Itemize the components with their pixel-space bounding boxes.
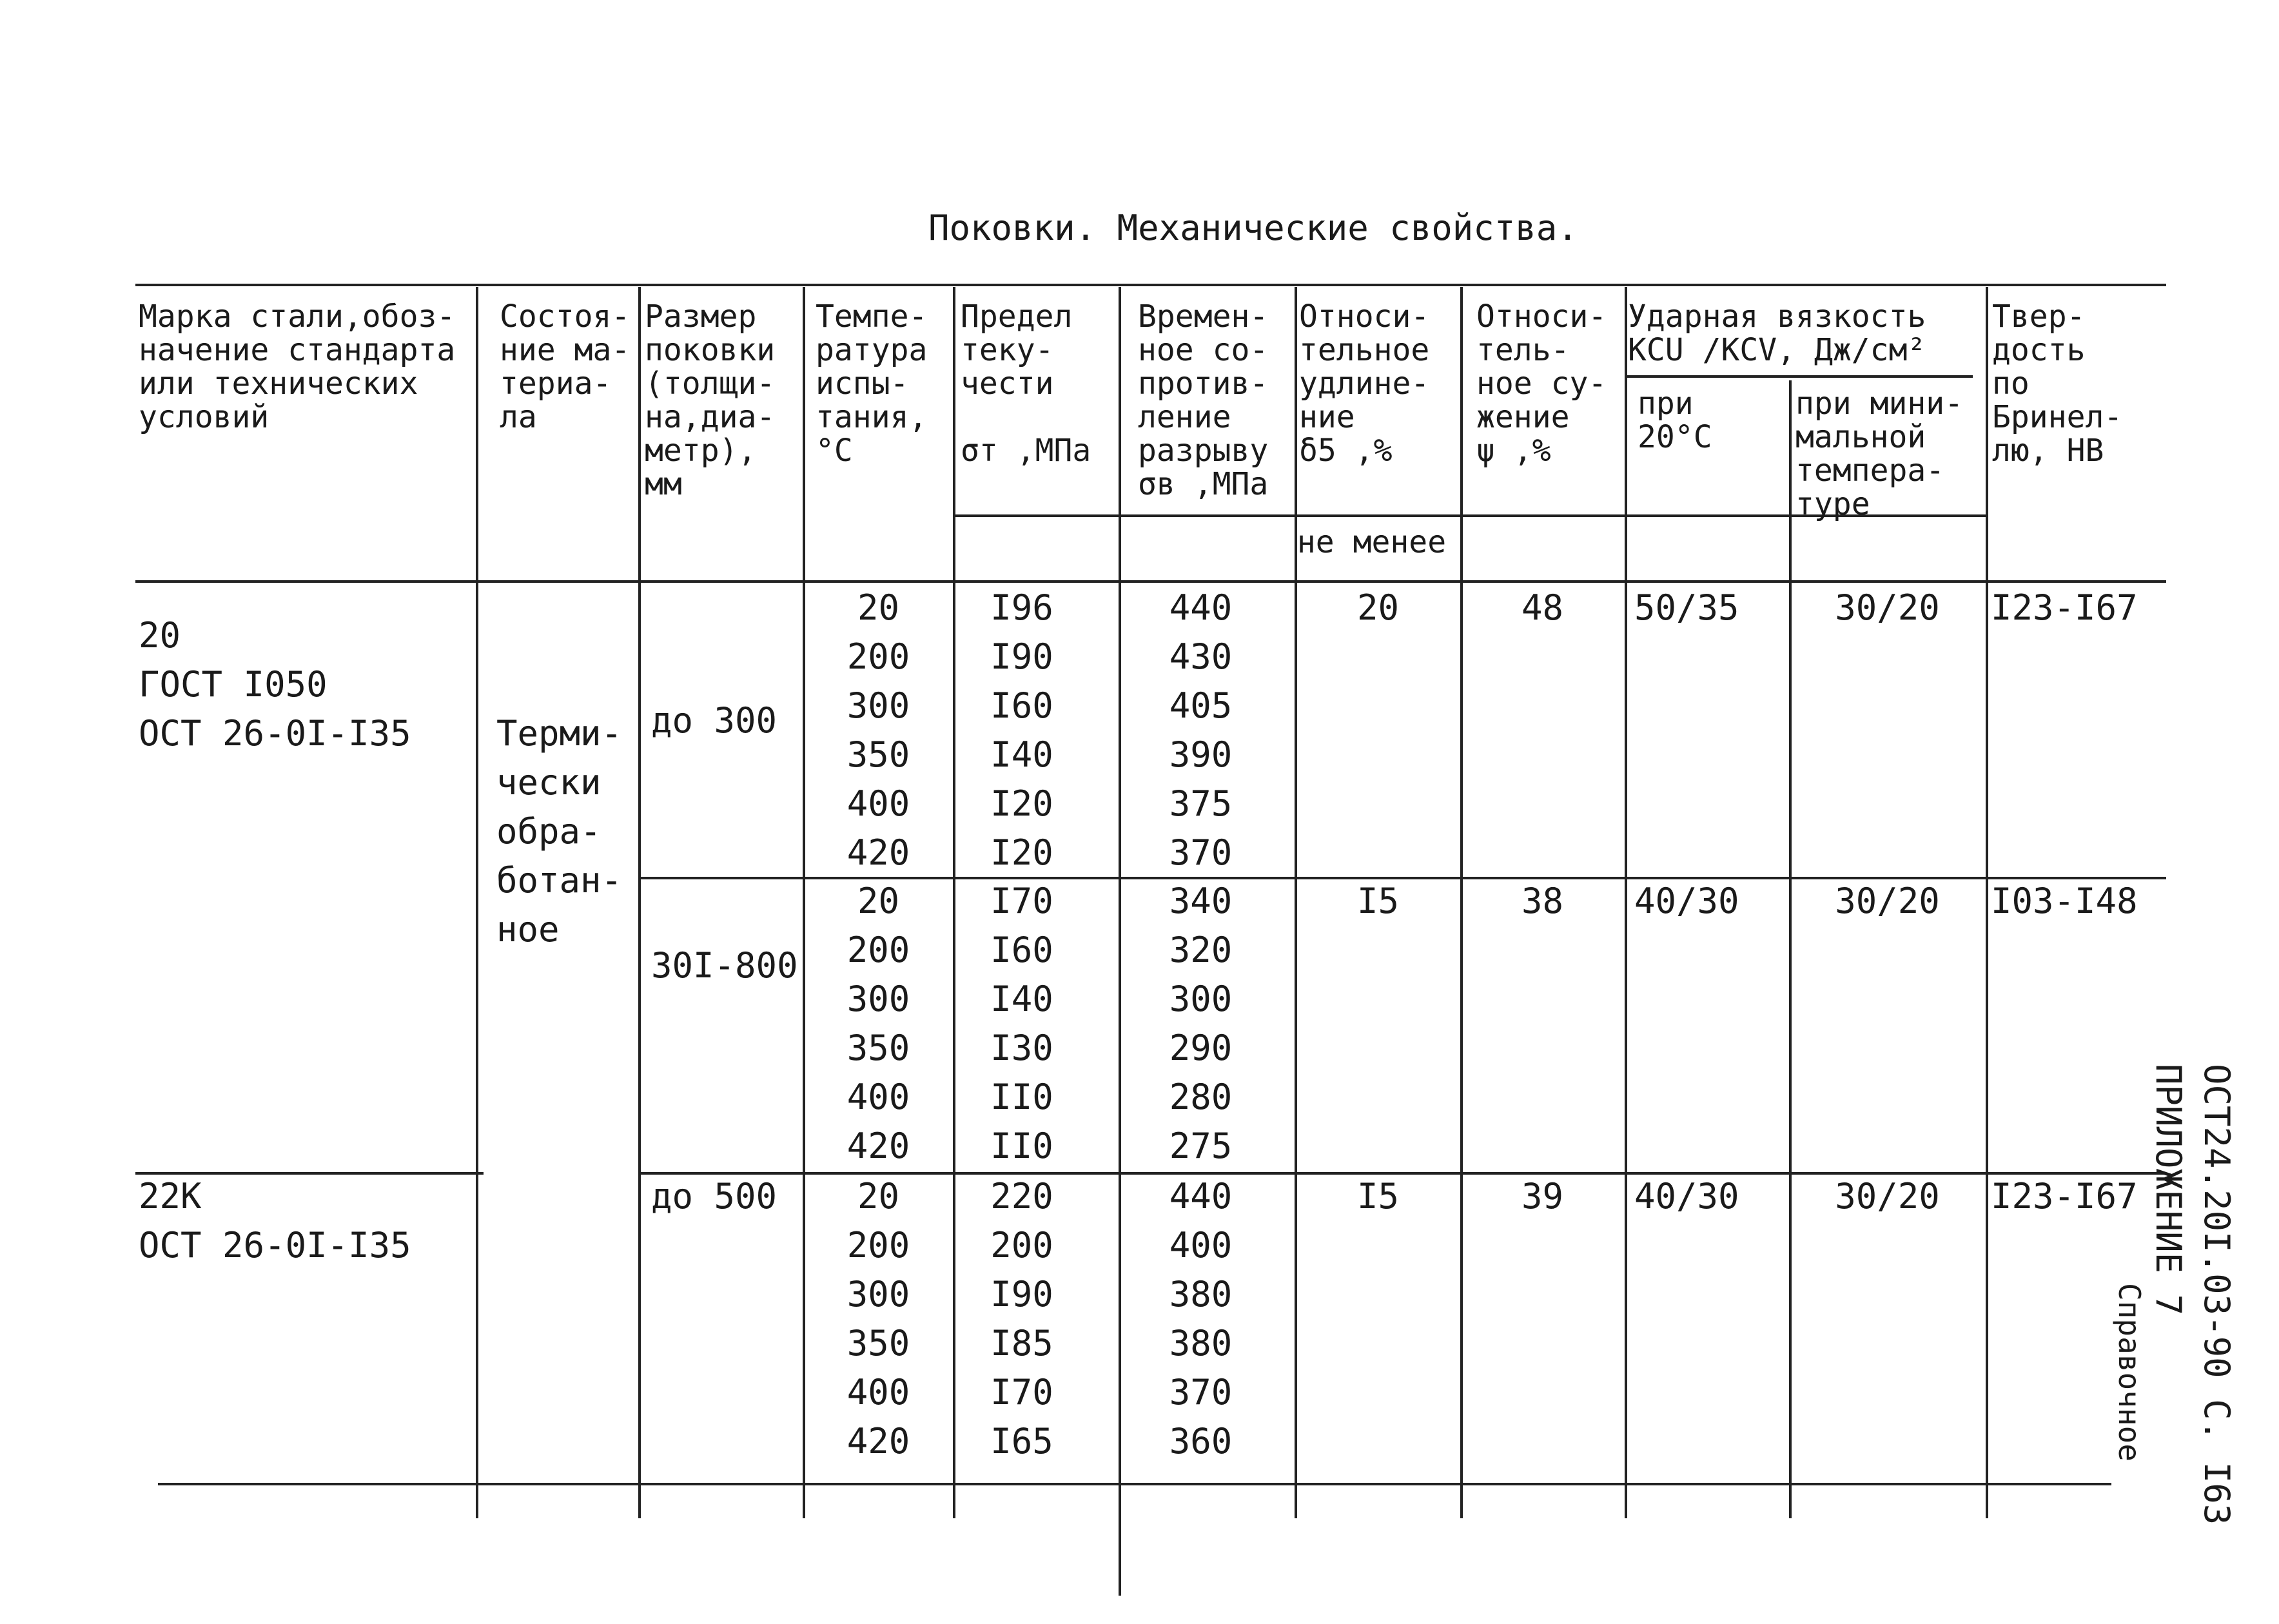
col-divider-grade: [476, 287, 478, 1518]
header-bottom-rule: [135, 580, 2166, 583]
group1-temps: 20 200 300 350 400 420: [846, 587, 910, 873]
group2-yield: I70 I60 I40 I30 II0 II0: [990, 881, 1053, 1166]
col-divider-reduction: [1625, 287, 1627, 1518]
group1-tensile: 440 430 405 390 375 370: [1169, 587, 1233, 873]
group3-grade: 22К ОСТ 26-0I-I35: [139, 1176, 411, 1266]
group1-grade: 20 ГОСТ I050 ОСТ 26-0I-I35: [139, 615, 411, 754]
col-divider-yield: [1119, 287, 1121, 1596]
group3-tensile: 440 400 380 380 370 360: [1169, 1176, 1233, 1462]
header-impact-min: при мини- мальной темпера- туре: [1795, 386, 1964, 522]
group2-hardness: I03-I48: [1991, 881, 2138, 921]
group2-tensile: 340 320 300 290 280 275: [1169, 881, 1233, 1166]
group1-reduction: 48: [1521, 587, 1564, 628]
header-elongation: Относи- тельное удлине- ние δ5 ,%: [1299, 298, 1430, 469]
group2-temps: 20 200 300 350 400 420: [846, 881, 910, 1166]
group3-reduction: 39: [1521, 1176, 1564, 1217]
group3-yield: 220 200 I90 I85 I70 I65: [990, 1176, 1053, 1462]
impact-subheader-rule: [1625, 375, 1973, 378]
header-tensile: Времен- ное со- против- ление разрыву σв ,МПа: [1138, 298, 1269, 502]
group1-size: до 300: [651, 700, 778, 741]
group2-impact-min: 30/20: [1835, 881, 1940, 921]
group1-yield: I96 I90 I60 I40 I20 I20: [990, 587, 1053, 873]
group2-size: 30I-800: [651, 945, 798, 986]
group1-hardness: I23-I67: [1991, 587, 2138, 628]
side-reference-note: Справочное: [2112, 1283, 2147, 1462]
table-top-rule: [135, 284, 2166, 286]
header-state: Состоя- ние ма- териа- ла: [500, 298, 631, 435]
group3-size: до 500: [651, 1176, 778, 1217]
group2-impact-20: 40/30: [1634, 881, 1739, 921]
page-title: Поковки. Механические свойства.: [928, 208, 1578, 248]
table-bottom-rule: [158, 1483, 2111, 1485]
group2-reduction: 38: [1521, 881, 1564, 921]
side-appendix-label: ПРИЛОЖЕНИЕ 7: [2148, 1064, 2189, 1316]
group3-hardness: I23-I67: [1991, 1176, 2138, 1217]
col-divider-size: [803, 287, 805, 1518]
group3-elongation: I5: [1356, 1176, 1400, 1217]
group1-impact-20: 50/35: [1634, 587, 1739, 628]
header-size: Размер поковки (толщи- на,диа- метр), мм: [645, 298, 776, 502]
group2-elongation: I5: [1356, 881, 1400, 921]
group1-elongation: 20: [1356, 587, 1400, 628]
header-impact: Ударная вязкость KCU /KCV, Дж/см²: [1628, 298, 1926, 368]
group1-impact-min: 30/20: [1835, 587, 1940, 628]
header-reduction: Относи- тель- ное су- жение ψ ,%: [1476, 298, 1607, 469]
header-impact-20: при 20°С: [1638, 386, 1712, 455]
header-temp: Темпе- ратура испы- тания, °С: [816, 298, 928, 469]
group3-temps: 20 200 300 350 400 420: [846, 1176, 910, 1462]
header-grade: Марка стали,обоз- начение стандарта или технических условий: [139, 298, 456, 435]
header-not-less: не менее: [1296, 524, 1447, 560]
header-yield: Предел теку- чести σт ,МПа: [961, 298, 1091, 469]
group3-impact-20: 40/30: [1634, 1176, 1739, 1217]
col-divider-state: [638, 287, 641, 1518]
group1-state: Терми- чески обра- ботан- ное: [496, 713, 623, 950]
header-hardness: Твер- дость по Бринел- лю, НВ: [1992, 298, 2123, 469]
col-divider-hardness: [1986, 287, 1988, 1518]
col-divider-impact: [1789, 380, 1792, 1518]
group3-impact-min: 30/20: [1835, 1176, 1940, 1217]
side-doc-reference: ОСТ24.20I.03-90 С. I63: [2196, 1064, 2237, 1525]
